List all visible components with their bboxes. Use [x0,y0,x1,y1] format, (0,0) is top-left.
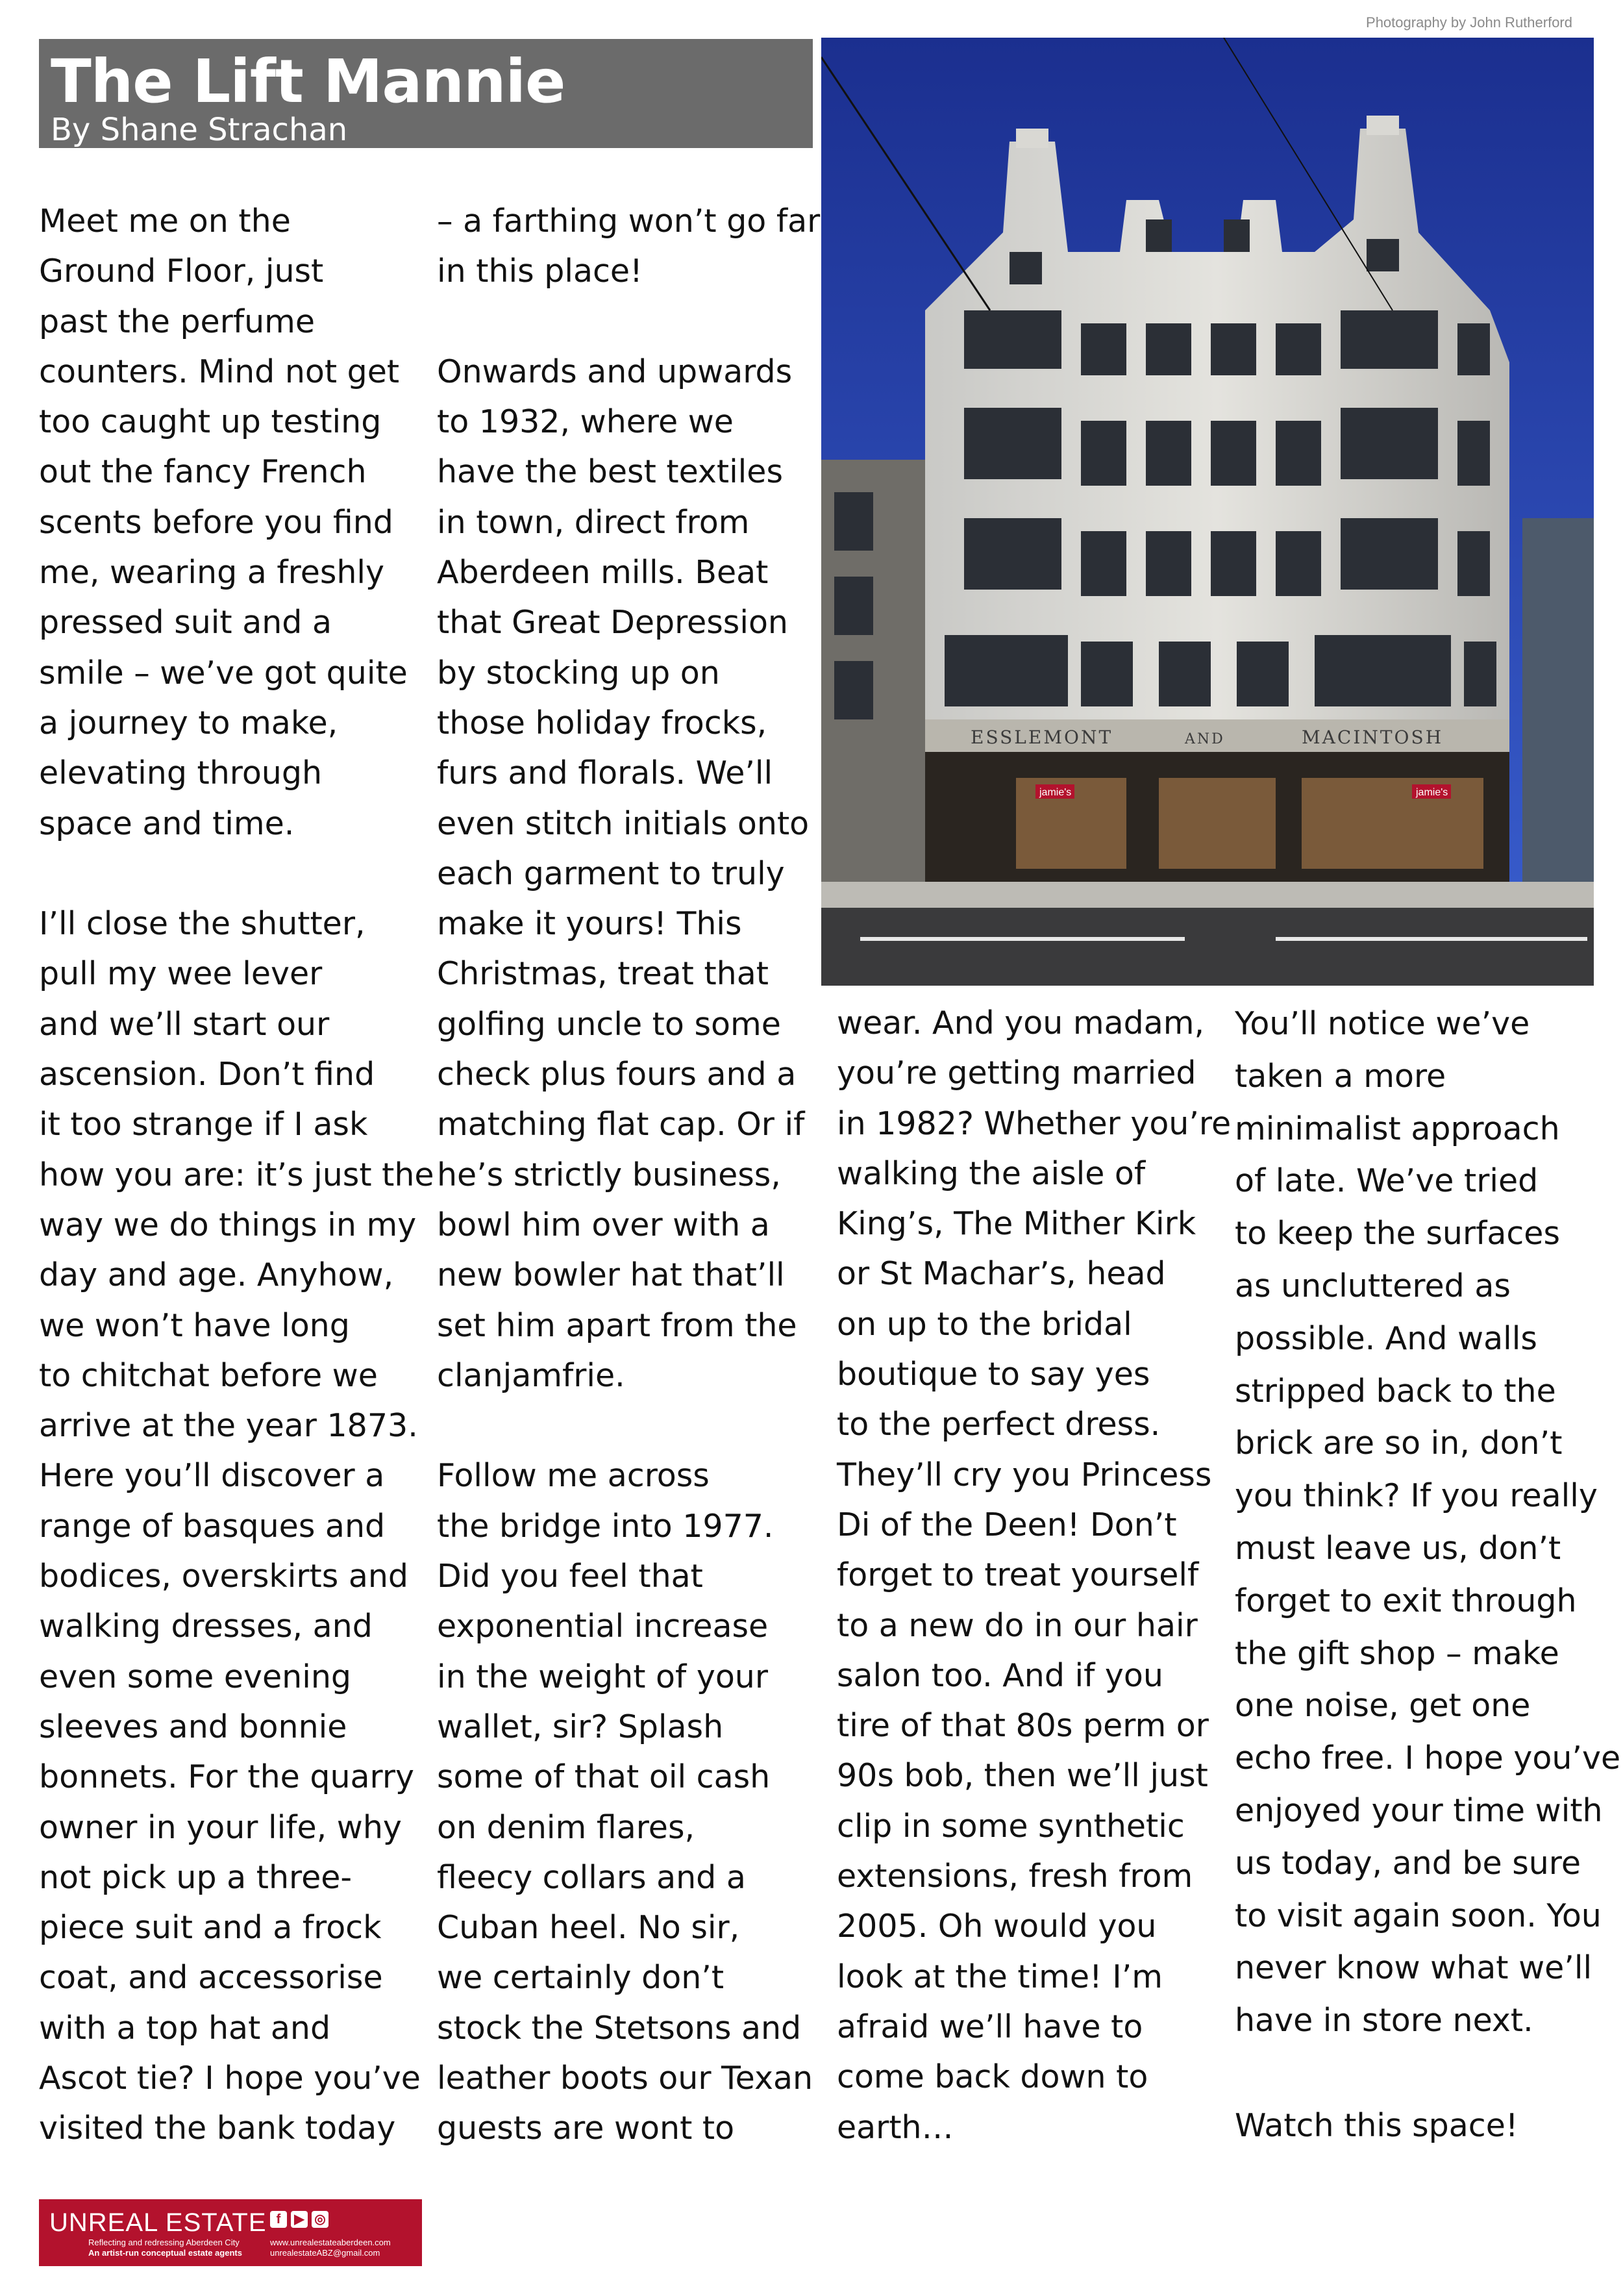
text-line: Follow me across [437,1457,710,1495]
text-line: Meet me on the [39,203,291,240]
text-line: forget to treat yourself [837,1556,1199,1594]
building-photo [821,38,1594,986]
text-line: brick are so in, don’t [1235,1425,1563,1462]
text-column-1 [39,196,434,2154]
text-line [437,1401,813,1451]
text-line: each garment to truly [437,855,785,892]
text-line: in the weight of your [437,1658,769,1695]
text-line: They’ll cry you Princess [837,1456,1212,1493]
text-line: visited the bank today [39,2110,396,2147]
text-line: taken a more [1235,1057,1446,1095]
text-line: in 1982? Whether you’re [837,1104,1232,1142]
text-line: afraid we’ll have to [837,2008,1143,2045]
text-line: those holiday frocks, [437,704,767,742]
text-line: it too strange if I ask [39,1106,368,1143]
text-line: scents before you find [39,503,393,541]
text-line: to visit again soon. You [1235,1897,1602,1934]
instagram-icon[interactable]: ◎ [312,2211,328,2228]
building-illustration [821,38,1594,986]
text-line: Ground Floor, just [39,253,324,290]
text-line: King’s, The Mither Kirk [837,1205,1196,1243]
text-line: extensions, fresh from [837,1858,1193,1895]
text-line: wallet, sir? Splash [437,1708,724,1745]
text-line: pull my wee lever [39,955,323,993]
shop-sign-right: jamie's [1416,787,1448,798]
text-line: elevating through [39,755,323,792]
text-line: how you are: it’s just the [39,1156,434,1193]
text-line: stock the Stetsons and [437,2009,802,2047]
text-line [1235,2047,1611,2100]
text-line: even stitch initials onto [437,805,810,842]
text-line: earth… [837,2108,954,2146]
text-line: you’re getting married [837,1054,1196,1092]
text-line: we certainly don’t [437,1959,725,1997]
text-line: new bowler hat that’ll [437,1256,785,1294]
text-line: You’ll notice we’ve [1235,1005,1530,1042]
shop-sign-left: jamie's [1039,787,1072,798]
text-line: Cuban heel. No sir, [437,1909,740,1947]
text-line: bodices, overskirts and [39,1558,409,1595]
sign-and: AND [1185,731,1225,747]
text-line: Here you’ll discover a [39,1457,385,1495]
text-line: piece suit and a frock [39,1909,382,1947]
text-line: echo free. I hope you’ve [1235,1740,1621,1777]
text-column-2 [437,196,821,2154]
text-line: too caught up testing [39,403,382,441]
text-line: of late. We’ve tried [1235,1162,1539,1200]
text-line: walking dresses, and [39,1608,373,1645]
text-line: ascension. Don’t find [39,1056,375,1093]
text-line: make it yours! This [437,905,742,943]
brand-logo [49,2208,267,2237]
text-line: pressed suit and a [39,604,332,642]
text-line: have in store next. [1235,2002,1533,2040]
text-line: sleeves and bonnie [39,1708,347,1745]
text-line: arrive at the year 1873. [39,1407,418,1445]
text-line: some of that oil cash [437,1758,771,1796]
text-line: we won’t have long [39,1306,350,1344]
text-line: stripped back to the [1235,1372,1556,1410]
text-line: out the fancy French [39,453,367,491]
text-line: Ascot tie? I hope you’ve [39,2059,421,2097]
text-line: coat, and accessorise [39,1959,383,1997]
text-line: Di of the Deen! Don’t [837,1506,1177,1543]
text-line: with a top hat and [39,2009,331,2047]
text-line: must leave us, don’t [1235,1529,1561,1567]
sign-esslemont: ESSLEMONT [971,727,1113,748]
website-link[interactable]: www.unrealestateaberdeen.com [270,2238,391,2247]
article-title: The Lift Mannie [51,47,565,116]
photo-credit: Photography by John Rutherford [1366,14,1572,31]
text-line: bonnets. For the quarry [39,1758,414,1796]
text-column-4 [1235,998,1621,2152]
text-line: salon too. And if you [837,1656,1163,1694]
text-line: golfing uncle to some [437,1005,781,1043]
text-line: set him apart from the [437,1306,797,1344]
text-line: leather boots our Texan [437,2059,813,2097]
text-line [437,297,813,347]
text-line: or St Machar’s, head [837,1255,1166,1293]
text-line: possible. And walls [1235,1319,1537,1357]
text-line: and we’ll start our [39,1005,330,1043]
text-line: matching flat cap. Or if [437,1106,805,1143]
text-line: fleecy collars and a [437,1858,746,1896]
text-line: I’ll close the shutter, [39,905,365,943]
text-line: way we do things in my [39,1206,417,1243]
social-icons [270,2211,328,2228]
text-line: clanjamfrie. [437,1356,625,1394]
text-line: that Great Depression [437,604,788,642]
text-line: never know what we’ll [1235,1949,1592,1987]
text-line: Aberdeen mills. Beat [437,554,769,592]
text-line: walking the aisle of [837,1154,1146,1192]
article-byline: By Shane Strachan [51,112,348,148]
text-line: to the perfect dress. [837,1406,1161,1443]
text-line: you think? If you really [1235,1477,1598,1515]
text-line: to a new do in our hair [837,1606,1198,1644]
footer-banner [39,2199,422,2266]
text-line: smile – we’ve got quite [39,654,408,692]
text-line: in this place! [437,253,643,290]
text-line: furs and florals. We’ll [437,755,773,792]
text-line: exponential increase [437,1608,769,1645]
text-line: Did you feel that [437,1558,703,1595]
text-line: day and age. Anyhow, [39,1256,394,1294]
text-line: bowl him over with a [437,1206,770,1243]
text-line: – a farthing won’t go far [437,203,821,240]
text-line: minimalist approach [1235,1110,1560,1147]
text-line: Christmas, treat that [437,955,769,993]
text-column-3 [837,998,1232,2152]
text-line: wear. And you madam, [837,1004,1205,1042]
text-line: to keep the surfaces [1235,1215,1560,1253]
brand-tagline: Reflecting and redressing Aberdeen City [88,2238,240,2247]
text-line: us today, and be sure [1235,1844,1581,1882]
text-line: me, wearing a freshly [39,554,385,592]
text-line: the bridge into 1977. [437,1507,774,1545]
text-line: past the perfume [39,303,316,340]
text-line: range of basques and [39,1507,386,1545]
text-line: to 1932, where we [437,403,734,441]
title-banner [39,39,813,148]
text-line: space and time. [39,805,295,842]
text-line: not pick up a three- [39,1858,353,1896]
text-line [39,849,428,899]
text-line: counters. Mind not get [39,353,400,390]
text-line: have the best textiles [437,453,783,491]
text-line: clip in some synthetic [837,1807,1185,1845]
text-line: check plus fours and a [437,1056,797,1093]
text-line: he’s strictly business, [437,1156,781,1193]
u-mark-icon: U [49,2208,69,2237]
email-link[interactable]: unrealestateABZ@gmail.com [270,2248,380,2258]
brand-subtagline: An artist-run conceptual estate agents [88,2248,242,2258]
text-line: forget to exit through [1235,1582,1577,1619]
youtube-icon[interactable]: ▶ [291,2211,308,2228]
text-line: come back down to [837,2058,1148,2096]
text-line: look at the time! I’m [837,1958,1163,1995]
text-line: to chitchat before we [39,1356,378,1394]
text-line: owner in your life, why [39,1808,402,1846]
text-line: one noise, get one [1235,1687,1531,1725]
text-line: Watch this space! [1235,2106,1518,2144]
facebook-icon[interactable]: f [270,2211,287,2228]
text-line: enjoyed your time with [1235,1791,1603,1829]
text-line: the gift shop – make [1235,1634,1559,1672]
text-line: Onwards and upwards [437,353,793,390]
text-line: tire of that 80s perm or [837,1707,1209,1745]
brand-name: NREAL ESTATE [68,2208,267,2237]
text-line: 2005. Oh would you [837,1908,1157,1945]
sign-macintosh: MACINTOSH [1302,727,1444,748]
text-line: by stocking up on [437,654,720,692]
text-line: a journey to make, [39,704,338,742]
text-line: as uncluttered as [1235,1267,1511,1304]
text-line: on denim flares, [437,1808,695,1846]
text-line: even some evening [39,1658,352,1695]
text-line: on up to the bridal [837,1305,1132,1343]
text-line: in town, direct from [437,503,750,541]
text-line: guests are wont to [437,2110,735,2147]
text-line: boutique to say yes [837,1356,1150,1393]
text-line: 90s bob, then we’ll just [837,1757,1208,1795]
